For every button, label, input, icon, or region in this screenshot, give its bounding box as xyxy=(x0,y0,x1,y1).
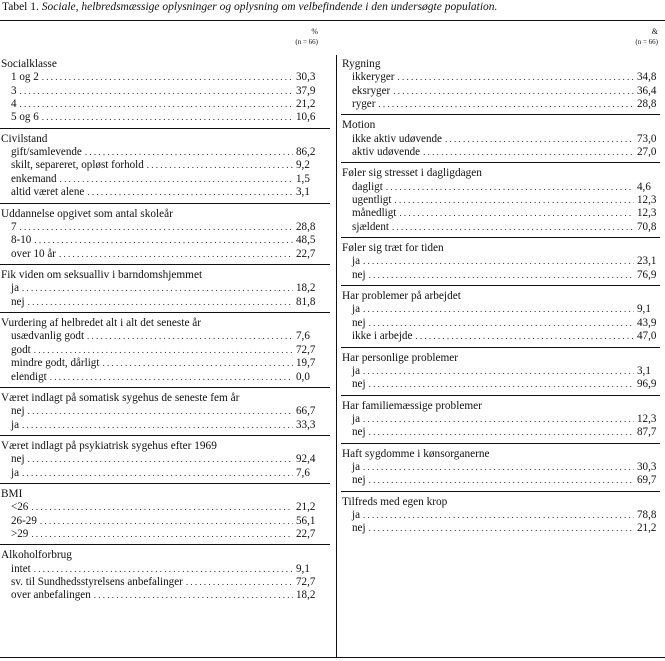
top-rule xyxy=(0,20,665,21)
dot-leader xyxy=(363,413,634,426)
table-group xyxy=(0,129,330,204)
table-group xyxy=(341,348,660,396)
dot-leader xyxy=(394,194,634,207)
row-value: 70,8 xyxy=(637,220,657,233)
dot-leader xyxy=(59,248,293,261)
row-value: 4,6 xyxy=(637,180,651,193)
table-group xyxy=(341,444,660,492)
table-row xyxy=(341,207,660,220)
table-row xyxy=(0,330,330,343)
row-label: >29 xyxy=(11,527,29,540)
table-row xyxy=(341,181,660,194)
row-value: 33,3 xyxy=(296,418,316,431)
row-label: over 10 år xyxy=(11,247,56,260)
dot-leader xyxy=(369,522,634,535)
table-row xyxy=(0,467,330,480)
row-value: 18,2 xyxy=(296,589,316,602)
row-value: 72,7 xyxy=(296,575,316,588)
row-value: 22,7 xyxy=(296,247,316,260)
row-label: månedligt xyxy=(352,207,397,220)
row-label: ugentligt xyxy=(352,194,392,207)
row-label: sjældent xyxy=(352,220,389,233)
caption-label: Tabel 1. xyxy=(2,1,39,13)
row-label: ja xyxy=(11,466,20,479)
row-label: elendigt xyxy=(11,370,47,383)
row-value: 48,5 xyxy=(296,234,316,247)
row-value: 3,1 xyxy=(637,364,651,377)
dot-leader xyxy=(31,528,293,541)
dot-leader xyxy=(399,207,634,220)
table-group xyxy=(341,163,660,238)
row-label: nej xyxy=(352,426,366,439)
group-title: BMI xyxy=(1,487,23,500)
dot-leader xyxy=(94,589,293,602)
row-label: 7 xyxy=(11,220,17,233)
left-header-n: (n = 66) xyxy=(295,38,318,46)
dot-leader xyxy=(445,133,634,146)
row-value: 10,6 xyxy=(296,111,316,124)
table-row xyxy=(341,85,660,98)
dot-leader xyxy=(386,181,634,194)
table-row xyxy=(0,146,330,159)
row-value: 21,2 xyxy=(296,501,316,514)
group-title: Motion xyxy=(342,119,376,132)
row-label: ikke aktiv udøvende xyxy=(352,132,442,145)
dot-leader xyxy=(34,344,293,357)
dot-leader xyxy=(40,515,293,528)
table-group xyxy=(0,204,330,265)
row-value: 47,0 xyxy=(637,330,657,343)
dot-leader xyxy=(20,221,293,234)
table-group xyxy=(341,57,660,115)
row-value: 9,1 xyxy=(296,562,310,575)
right-header-symbol: & xyxy=(651,27,658,36)
dot-leader xyxy=(22,467,293,480)
left-column-header xyxy=(0,25,336,57)
row-value: 23,1 xyxy=(637,255,657,268)
table-row xyxy=(341,71,660,84)
row-value: 43,9 xyxy=(637,316,657,329)
dot-leader xyxy=(369,426,634,439)
table-row xyxy=(341,98,660,111)
group-title: Haft sygdomme i kønsorganerne xyxy=(342,447,490,460)
table-row xyxy=(0,248,330,261)
table-group xyxy=(341,286,660,347)
group-title: Har problemer på arbejdet xyxy=(342,290,461,303)
left-header-symbol: % xyxy=(311,27,318,36)
table-row xyxy=(341,194,660,207)
row-label: 5 og 6 xyxy=(11,111,39,124)
table-group xyxy=(0,436,330,484)
row-value: 19,7 xyxy=(296,357,316,370)
group-title: Uddannelse opgivet som antal skoleår xyxy=(1,207,173,220)
group-title: Har personlige problemer xyxy=(342,351,459,364)
table-row xyxy=(341,221,660,234)
right-groups xyxy=(337,57,664,539)
table-row xyxy=(0,357,330,370)
row-label: usædvanlig godt xyxy=(11,330,85,343)
dot-leader xyxy=(393,85,634,98)
row-value: 78,8 xyxy=(637,508,657,521)
row-value: 21,2 xyxy=(637,522,657,535)
row-value: 7,6 xyxy=(296,330,310,343)
row-value: 9,2 xyxy=(296,159,310,172)
row-label: ja xyxy=(11,418,20,431)
table-row xyxy=(0,344,330,357)
row-label: nej xyxy=(352,474,366,487)
row-value: 3,1 xyxy=(296,186,310,199)
row-label: 1 og 2 xyxy=(11,71,39,84)
row-label: dagligt xyxy=(352,180,383,193)
table-group xyxy=(341,396,660,444)
row-label: enkemand xyxy=(11,172,57,185)
table-row xyxy=(341,146,660,159)
row-value: 30,3 xyxy=(296,71,316,84)
row-label: nej xyxy=(11,453,25,466)
row-label: nej xyxy=(11,295,25,308)
table-row xyxy=(341,365,660,378)
table-row xyxy=(0,71,330,84)
table-row xyxy=(341,378,660,391)
table-row xyxy=(341,461,660,474)
dot-leader xyxy=(398,71,634,84)
row-value: 21,2 xyxy=(296,98,316,111)
bottom-rule xyxy=(0,657,665,658)
row-value: 34,8 xyxy=(637,71,657,84)
table-row xyxy=(341,474,660,487)
row-value: 37,9 xyxy=(296,84,316,97)
row-value: 87,7 xyxy=(637,426,657,439)
row-label: ryger xyxy=(352,98,376,111)
table-row xyxy=(0,501,330,514)
table-row xyxy=(0,453,330,466)
table-row xyxy=(0,173,330,186)
dot-leader xyxy=(378,98,634,111)
table-caption xyxy=(2,1,497,13)
table-row xyxy=(341,269,660,282)
row-label: ja xyxy=(352,460,361,473)
table-row xyxy=(341,413,660,426)
row-label: ja xyxy=(11,282,20,295)
row-value: 7,6 xyxy=(296,466,310,479)
row-value: 56,1 xyxy=(296,514,316,527)
row-label: mindre godt, dårligt xyxy=(11,357,100,370)
row-label: gift/samlevende xyxy=(11,146,82,159)
table-row xyxy=(0,371,330,384)
row-value: 9,1 xyxy=(637,303,651,316)
row-label: eksryger xyxy=(352,84,391,97)
table-row xyxy=(0,98,330,111)
row-label: over anbefalingen xyxy=(11,589,91,602)
table-row xyxy=(0,186,330,199)
right-column xyxy=(337,25,664,539)
group-title: Fik viden om seksualliv i barndomshjemmet xyxy=(1,269,203,282)
table-row xyxy=(341,426,660,439)
group-title: Tilfreds med egen krop xyxy=(342,495,448,508)
row-value: 28,8 xyxy=(296,220,316,233)
dot-leader xyxy=(147,159,293,172)
table-row xyxy=(0,528,330,541)
table-row xyxy=(0,85,330,98)
row-value: 12,3 xyxy=(637,412,657,425)
row-value: 28,8 xyxy=(637,98,657,111)
group-title: Vurdering af helbredet alt i alt det seneste år xyxy=(1,317,202,330)
row-label: ja xyxy=(352,364,361,377)
dot-leader xyxy=(392,221,634,234)
row-value: 66,7 xyxy=(296,405,316,418)
group-title: Socialklasse xyxy=(1,58,57,70)
dot-leader xyxy=(34,563,293,576)
group-title: Har familiemæssige problemer xyxy=(342,399,482,412)
row-label: nej xyxy=(11,405,25,418)
left-column xyxy=(0,25,336,606)
dot-leader xyxy=(369,269,634,282)
dot-leader xyxy=(186,576,293,589)
row-value: 36,4 xyxy=(637,84,657,97)
row-label: ja xyxy=(352,412,361,425)
row-value: 12,3 xyxy=(637,207,657,220)
dot-leader xyxy=(102,357,293,370)
group-title: Været indlagt på somatisk sygehus de seneste fem år xyxy=(1,391,240,404)
group-title: Føler sig stresset i dagligdagen xyxy=(342,167,482,180)
dot-leader xyxy=(22,282,293,295)
row-label: ja xyxy=(352,255,361,268)
group-title: Alkoholforbrug xyxy=(1,549,72,562)
table-row xyxy=(0,221,330,234)
table-row xyxy=(0,563,330,576)
table-row xyxy=(0,282,330,295)
table-row xyxy=(341,303,660,316)
row-value: 76,9 xyxy=(637,268,657,281)
row-value: 27,0 xyxy=(637,146,657,159)
table-row xyxy=(0,419,330,432)
row-value: 69,7 xyxy=(637,474,657,487)
dot-leader xyxy=(423,146,634,159)
right-column-header xyxy=(337,25,664,57)
dot-leader xyxy=(60,173,293,186)
dot-leader xyxy=(369,317,634,330)
dot-leader xyxy=(20,98,293,111)
row-label: altid været alene xyxy=(11,186,85,199)
table-row xyxy=(0,576,330,589)
row-value: 12,3 xyxy=(637,194,657,207)
row-label: nej xyxy=(352,522,366,535)
row-value: 72,7 xyxy=(296,343,316,356)
table-row xyxy=(0,589,330,602)
dot-leader xyxy=(50,371,293,384)
dot-leader xyxy=(363,461,634,474)
table-group xyxy=(0,545,330,605)
row-label: <26 xyxy=(11,501,29,514)
table-row xyxy=(341,255,660,268)
table-group xyxy=(341,492,660,539)
dot-leader xyxy=(34,234,293,247)
dot-leader xyxy=(42,71,293,84)
dot-leader xyxy=(22,419,293,432)
row-value: 22,7 xyxy=(296,527,316,540)
row-value: 73,0 xyxy=(637,132,657,145)
table-row xyxy=(341,133,660,146)
dot-leader xyxy=(31,501,293,514)
caption-title: Sociale, helbredsmæssige oplysninger og oplysning om velbefindende i den undersøgte population. xyxy=(41,1,498,13)
table-group xyxy=(0,484,330,545)
row-value: 92,4 xyxy=(296,453,316,466)
row-label: intet xyxy=(11,562,31,575)
dot-leader xyxy=(28,296,293,309)
dot-leader xyxy=(28,405,293,418)
group-title: Civilstand xyxy=(1,132,48,145)
dot-leader xyxy=(28,453,293,466)
row-label: sv. til Sundhedsstyrelsens anbefalinger xyxy=(11,575,183,588)
table-row xyxy=(341,522,660,535)
row-label: 26-29 xyxy=(11,514,37,527)
dot-leader xyxy=(363,255,634,268)
table-group xyxy=(0,313,330,388)
row-label: skilt, separeret, opløst forhold xyxy=(11,159,144,172)
table-row xyxy=(0,405,330,418)
group-title: Været indlagt på psykiatrisk sygehus efter 1969 xyxy=(1,439,217,452)
dot-leader xyxy=(363,509,634,522)
dot-leader xyxy=(363,365,634,378)
table-row xyxy=(341,509,660,522)
row-label: ikkeryger xyxy=(352,71,395,84)
dot-leader xyxy=(369,474,634,487)
table-row xyxy=(341,317,660,330)
table-row xyxy=(0,159,330,172)
row-value: 30,3 xyxy=(637,460,657,473)
row-label: godt xyxy=(11,343,31,356)
row-value: 0,0 xyxy=(296,370,310,383)
dot-leader xyxy=(42,111,293,124)
row-label: nej xyxy=(352,268,366,281)
row-value: 96,9 xyxy=(637,378,657,391)
table-row xyxy=(341,330,660,343)
dot-leader xyxy=(369,378,634,391)
row-label: 3 xyxy=(11,84,17,97)
table-group xyxy=(0,57,330,129)
table-group xyxy=(341,115,660,163)
row-label: 8-10 xyxy=(11,234,32,247)
dot-leader xyxy=(87,186,293,199)
row-value: 18,2 xyxy=(296,282,316,295)
table-group xyxy=(0,388,330,436)
group-title: Rygning xyxy=(342,58,381,70)
dot-leader xyxy=(20,85,293,98)
right-header-n: (n = 66) xyxy=(635,38,658,46)
row-label: ja xyxy=(352,303,361,316)
row-value: 81,8 xyxy=(296,295,316,308)
dot-leader xyxy=(363,303,634,316)
row-label: nej xyxy=(352,378,366,391)
table-row xyxy=(0,296,330,309)
table-group xyxy=(0,265,330,313)
row-label: ja xyxy=(352,508,361,521)
row-value: 86,2 xyxy=(296,146,316,159)
table-row xyxy=(0,515,330,528)
dot-leader xyxy=(85,146,293,159)
row-label: 4 xyxy=(11,98,17,111)
left-groups xyxy=(0,57,336,606)
row-label: nej xyxy=(352,316,366,329)
dot-leader xyxy=(415,330,634,343)
row-label: aktiv udøvende xyxy=(352,146,421,159)
group-title: Føler sig træt for tiden xyxy=(342,242,444,255)
table-group xyxy=(341,238,660,286)
row-label: ikke i arbejde xyxy=(352,330,413,343)
table-row xyxy=(0,234,330,247)
table-row xyxy=(0,111,330,124)
row-value: 1,5 xyxy=(296,172,310,185)
dot-leader xyxy=(87,330,293,343)
